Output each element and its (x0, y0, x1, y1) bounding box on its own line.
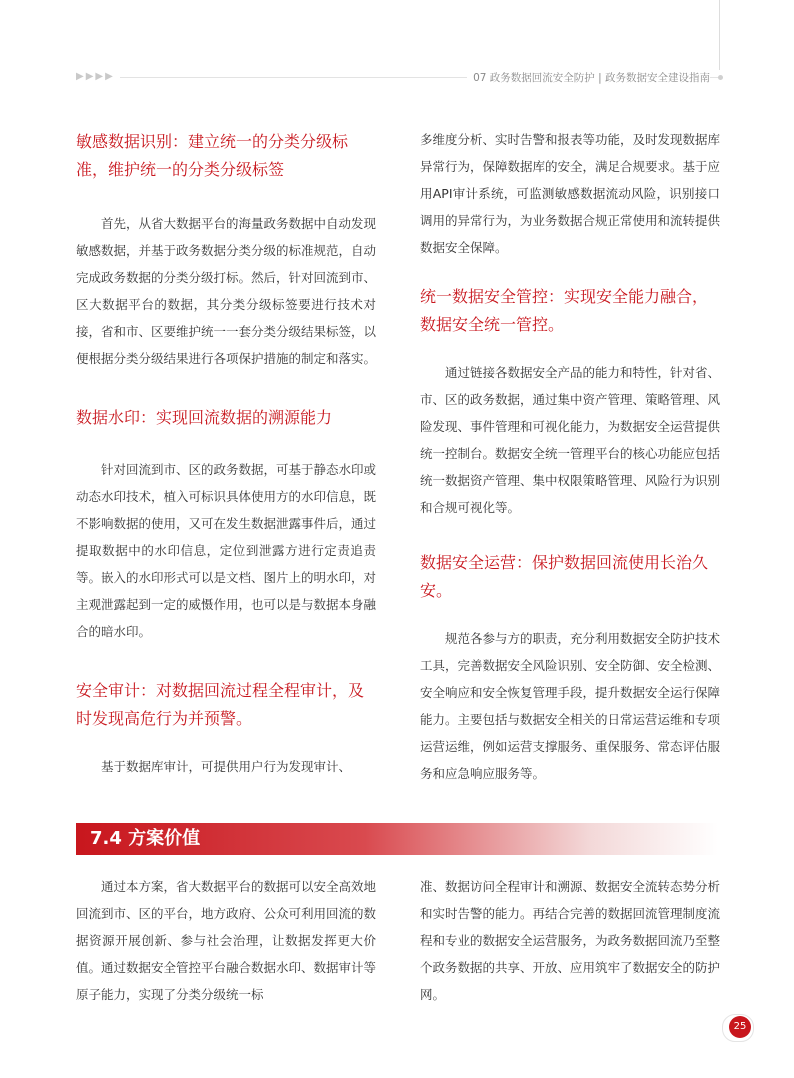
heading-sensitive-data: 敏感数据识别：建立统一的分类分级标准，维护统一的分类分级标签 (76, 132, 349, 179)
para-unified-control: 通过链接各数据安全产品的能力和特性，针对省、市、区的政务数据，通过集中资产管理、策略管理、风险发现、事件管理和可视化能力，为数据安全运营提供统一控制台。数据安全统一管理平台的核心功能应包括统一数据资产管理、集中权限策略管理、风险行为识别和合规可视化等。 (420, 365, 721, 515)
section74-left-column (76, 873, 376, 1008)
para-value-right: 准、数据访问全程审计和溯源、数据安全流转态势分析和实时告警的能力。再结合完善的数据回流管理制度流程和专业的数据安全运营服务，为政务数据回流乃至整个政务数据的共享、开放、应用筑牢了数据安全的防护网。 (420, 879, 721, 1002)
heading-unified-control: 统一数据安全管控：实现安全能力融合，数据安全统一管控。 (420, 287, 709, 334)
section74-right-column (420, 873, 720, 1008)
para-value-left: 通过本方案，省大数据平台的数据可以安全高效地回流到市、区的平台，地方政府、公众可利用回流的数据资源开展创新、参与社会治理，让数据发挥更大价值。通过数据安全管控平台融合数据水印、数据审计等原子能力，实现了分类分级统一标 (76, 879, 377, 1002)
para-audit: 基于数据库审计，可提供用户行为发现审计、 (101, 759, 352, 774)
section-title: 7.4 方案价值 (90, 828, 201, 849)
para-sensitive-data: 首先，从省大数据平台的海量政务数据中自动发现敏感数据，并基于政务数据分类分级的标准规范，自动完成政务数据的分类分级打标。然后，针对回流到市、区大数据平台的数据，其分类分级标签要进行技术对接，省和市、区要维护统一一套分类分级结果标签，以便根据分类分级结果进行各项保护措施的制定和落实。 (76, 216, 377, 366)
para-audit-continued: 多维度分析、实时告警和报表等功能，及时发现数据库异常行为，保障数据库的安全，满足合规要求。基于应用API审计系统，可监测敏感数据流动风险，识别接口调用的异常行为，为业务数据合规正常使用和流转提供数据安全保障。 (420, 132, 721, 255)
left-column (76, 128, 376, 780)
heading-operations: 数据安全运营：保护数据回流使用长治久安。 (420, 553, 709, 600)
heading-audit: 安全审计：对数据回流过程全程审计，及时发现高危行为并预警。 (76, 681, 365, 728)
section-banner (76, 823, 718, 855)
top-divider-line (719, 0, 720, 70)
right-column (420, 126, 720, 787)
header-arrows: ▶▶▶▶ (76, 71, 115, 82)
para-operations: 规范各参与方的职责，充分利用数据安全防护技术工具，完善数据安全风险识别、安全防御、安全检测、安全响应和安全恢复管理手段，提升数据安全运行保障能力。主要包括与数据安全相关的日常运营运维和专项运营运维，例如运营支撑服务、重保服务、常态评估服务和应急响应服务等。 (420, 631, 721, 781)
running-header: 07 政务数据回流安全防护 | 政务数据安全建设指南 (467, 70, 710, 85)
page-number: 25 (729, 1016, 751, 1038)
heading-watermark: 数据水印：实现回流数据的溯源能力 (76, 408, 333, 427)
header-dot (718, 75, 723, 80)
para-watermark: 针对回流到市、区的政务数据，可基于静态水印或动态水印技术，植入可标识具体使用方的水印信息，既不影响数据的使用，又可在发生数据泄露事件后，通过提取数据中的水印信息，定位到泄露方进行定责追责等。嵌入的水印形式可以是文档、图片上的明水印，对主观泄露起到一定的威慑作用，也可以是与数据本身融合的暗水印。 (76, 462, 377, 639)
